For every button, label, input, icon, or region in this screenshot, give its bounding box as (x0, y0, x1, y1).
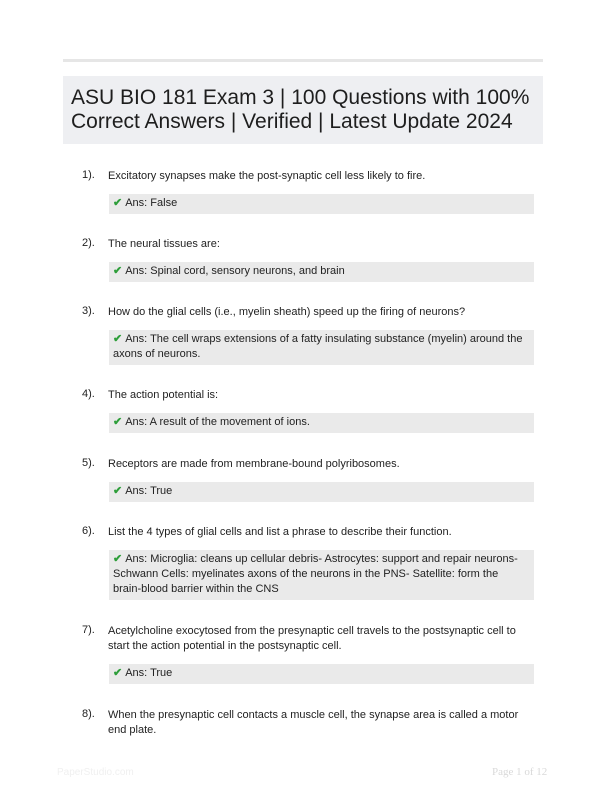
question-number: 2). (82, 237, 95, 249)
answer-box (109, 413, 534, 433)
question-text: Receptors are made from membrane-bound polyribosomes. (108, 458, 400, 470)
question-text: The action potential is: (108, 389, 219, 401)
footer-watermark: PaperStudio.com (57, 767, 134, 778)
question-text: Acetylcholine exocytosed from the presynaptic cell travels to the postsynaptic cell to start the action potential in the postsynaptic cell. (108, 625, 516, 652)
document-title: ASU BIO 181 Exam 3 | 100 Questions with 100% Correct Answers | Verified | Latest Update 2024 (71, 86, 530, 133)
answer-text: Ans: A result of the movement of ions. (125, 416, 310, 428)
answer-text: Ans: Spinal cord, sensory neurons, and brain (125, 265, 345, 277)
question-text: Excitatory synapses make the post-synaptic cell less likely to fire. (108, 170, 426, 182)
check-icon: ✔ (113, 485, 123, 497)
answer-box (109, 482, 534, 502)
answer-box (109, 194, 534, 214)
top-divider (63, 59, 543, 62)
question-number: 4). (82, 388, 95, 400)
question-text: The neural tissues are: (108, 238, 220, 250)
check-icon: ✔ (113, 265, 123, 277)
answer-text: Ans: True (125, 485, 173, 497)
check-icon: ✔ (113, 197, 123, 209)
answer-text: Ans: True (125, 667, 173, 679)
check-icon: ✔ (113, 416, 123, 428)
title-banner (63, 76, 543, 144)
question-text: How do the glial cells (i.e., myelin sheath) speed up the firing of neurons? (108, 306, 466, 318)
check-icon: ✔ (113, 667, 123, 679)
answer-box (109, 664, 534, 684)
answer-box (109, 262, 534, 282)
answer-text: Ans: False (125, 197, 178, 209)
page-indicator: Page 1 of 12 (492, 766, 548, 778)
question-number: 1). (82, 169, 95, 181)
answer-text: Ans: Microglia: cleans up cellular debris- Astrocytes: support and repair neurons- Schwann Cells: myelinates axons of the neurons in the PNS- Satellite: form the brain-blood barrier within the CNS (113, 553, 518, 595)
question-number: 3). (82, 305, 95, 317)
question-number: 5). (82, 457, 95, 469)
question-number: 6). (82, 525, 95, 537)
check-icon: ✔ (113, 333, 123, 345)
answer-box (109, 550, 534, 600)
question-text: When the presynaptic cell contacts a muscle cell, the synapse area is called a motor end plate. (108, 709, 519, 736)
check-icon: ✔ (113, 553, 123, 565)
question-number: 8). (82, 708, 95, 720)
question-text: List the 4 types of glial cells and list a phrase to describe their function. (108, 526, 452, 538)
answer-text: Ans: The cell wraps extensions of a fatty insulating substance (myelin) around the axons of neurons. (113, 333, 523, 360)
answer-box (109, 330, 534, 365)
question-number: 7). (82, 624, 95, 636)
